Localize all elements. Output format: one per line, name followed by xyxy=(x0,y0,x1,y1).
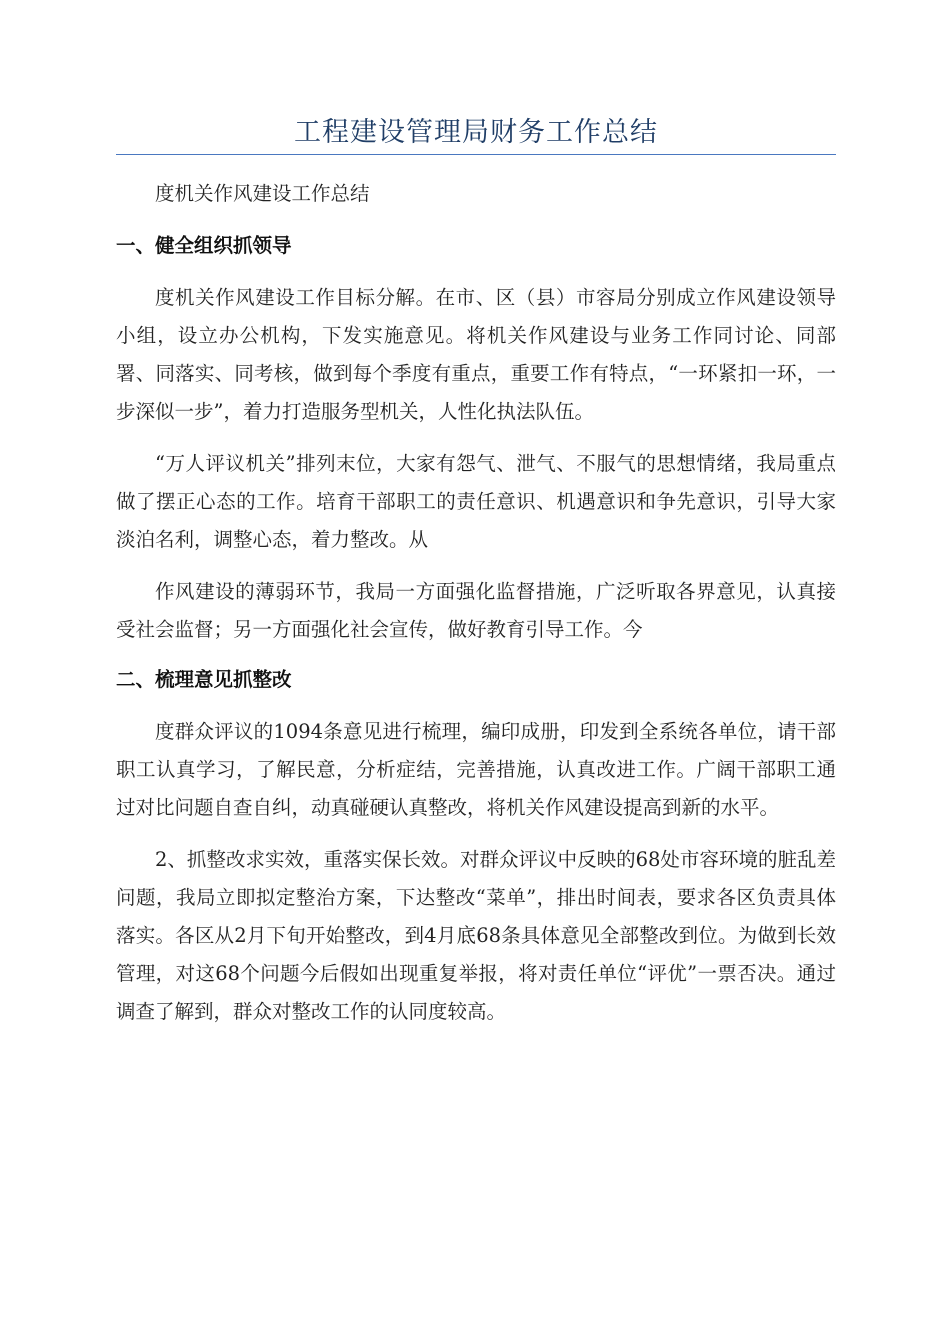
section-2-paragraph-1: 度群众评议的1094条意见进行梳理，编印成册，印发到全系统各单位，请干部职工认真学习，了解民意，分析症结，完善措施，认真改进工作。广阔干部职工通过对比问题自查自纠，动真碰硬认真整改，将机关作风建设提高到新的水平。 xyxy=(116,720,836,819)
section-1-paragraph-1: 度机关作风建设工作目标分解。在市、区（县）市容局分别成立作风建设领导小组，设立办公机构，下发实施意见。将机关作风建设与业务工作同讨论、同部署、同落实、同考核，做到每个季度有重点，重要工作有特点，“一环紧扣一环，一步深似一步”，着力打造服务型机关，人性化执法队伍。 xyxy=(116,286,836,423)
section-2-paragraph-2: 2、抓整改求实效，重落实保长效。对群众评议中反映的68处市容环境的脏乱差问题，我局立即拟定整治方案，下达整改“菜单”，排出时间表，要求各区负责具体落实。各区从2月下旬开始整改，到4月底68条具体意见全部整改到位。为做到长效管理，对这68个问题今后假如出现重复举报，将对责任单位“评优”一票否决。通过调查了解到，群众对整改工作的认同度较高。 xyxy=(116,848,836,1023)
section-1-paragraph-2: “万人评议机关”排列末位，大家有怨气、泄气、不服气的思想情绪，我局重点做了摆正心态的工作。培育干部职工的责任意识、机遇意识和争先意识，引导大家淡泊名利，调整心态，着力整改。从 xyxy=(116,452,836,551)
section-heading-2: 二、梳理意见抓整改 xyxy=(116,668,292,691)
section-heading-1: 一、健全组织抓领导 xyxy=(116,234,292,257)
section-1-paragraph-3: 作风建设的薄弱环节，我局一方面强化监督措施，广泛听取各界意见，认真接受社会监督；另一方面强化社会宣传，做好教育引导工作。今 xyxy=(116,580,836,641)
document-title: 工程建设管理局财务工作总结 xyxy=(294,117,658,148)
intro-paragraph: 度机关作风建设工作总结 xyxy=(155,182,370,205)
document-page xyxy=(116,0,836,1031)
title-underline xyxy=(116,154,836,155)
